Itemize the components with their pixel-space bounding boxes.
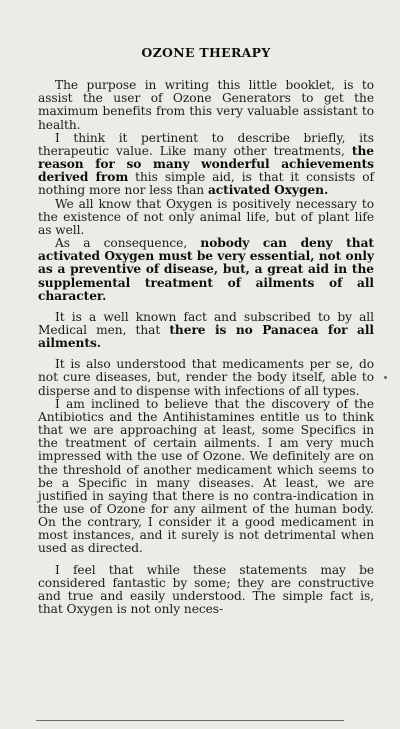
- paragraph-2: [38, 132, 374, 198]
- bottom-rule: [36, 720, 344, 721]
- bold-text: activated Oxygen.: [207, 183, 329, 198]
- paragraph-7: [38, 398, 374, 556]
- page-content: [38, 46, 374, 616]
- bold-text: nobody can deny that activated Oxygen must be very essential, not only as a preventive of disease, but, a great aid in the supplemental treatment of ailments of all character.: [38, 236, 375, 303]
- paragraph-4: [38, 237, 374, 303]
- paragraph-1: [38, 79, 374, 132]
- body-text: [38, 79, 374, 616]
- text: It is a well known fact and subscribed to by all Medical men, that: [38, 309, 374, 337]
- text: As a consequence,: [55, 236, 201, 251]
- page-title: OZONE THERAPY: [141, 45, 271, 60]
- text: It is also understood that medicaments per se, do not cure diseases, but, render the body itself, able to disperse and to dispense with infections of all types.: [38, 357, 374, 398]
- paragraph-6: [38, 358, 374, 397]
- margin-mark: [384, 376, 387, 379]
- bold-text: the reason for so many wonderful achievements derived from: [38, 143, 374, 185]
- text: We all know that Oxygen is positively necessary to the existence of not only animal life, but of plant life as well.: [38, 196, 374, 237]
- text: The purpose in writing this little booklet, is to assist the user of Ozone Generators to get the maximum benefits from this very valuable assistant to health.: [38, 78, 374, 132]
- bold-text: there is no Panacea for all ailments.: [38, 322, 374, 351]
- text: I feel that while these statements may be considered fantastic by some; they are constructive and true and easily understood. The simple fact is, that Oxygen is not only neces-: [38, 562, 374, 617]
- text: I am inclined to believe that the discovery of the Antibiotics and the Antihistamines entitle us to think that we are approaching at least, some Specifics in the treatment of certain ailments. I am very much impressed with the use of Ozone. We definitely are on the threshold of another medicament which seems to be a Specific in many diseases. At least, we are justified in saying that there is no contra-indication in the use of Ozone for any ailment of the human body. On the contrary, I consider it a good medicament in most instances, and it surely is not detrimental when used as directed.: [38, 396, 374, 556]
- paragraph-8: [38, 564, 374, 617]
- text: I think it pertinent to describe briefly, its therapeutic value. Like many other treatments,: [38, 130, 374, 158]
- paragraph-5: [38, 311, 374, 350]
- text: this simple aid, is that it consists of nothing more nor less than: [38, 170, 374, 198]
- paragraph-3: [38, 198, 374, 237]
